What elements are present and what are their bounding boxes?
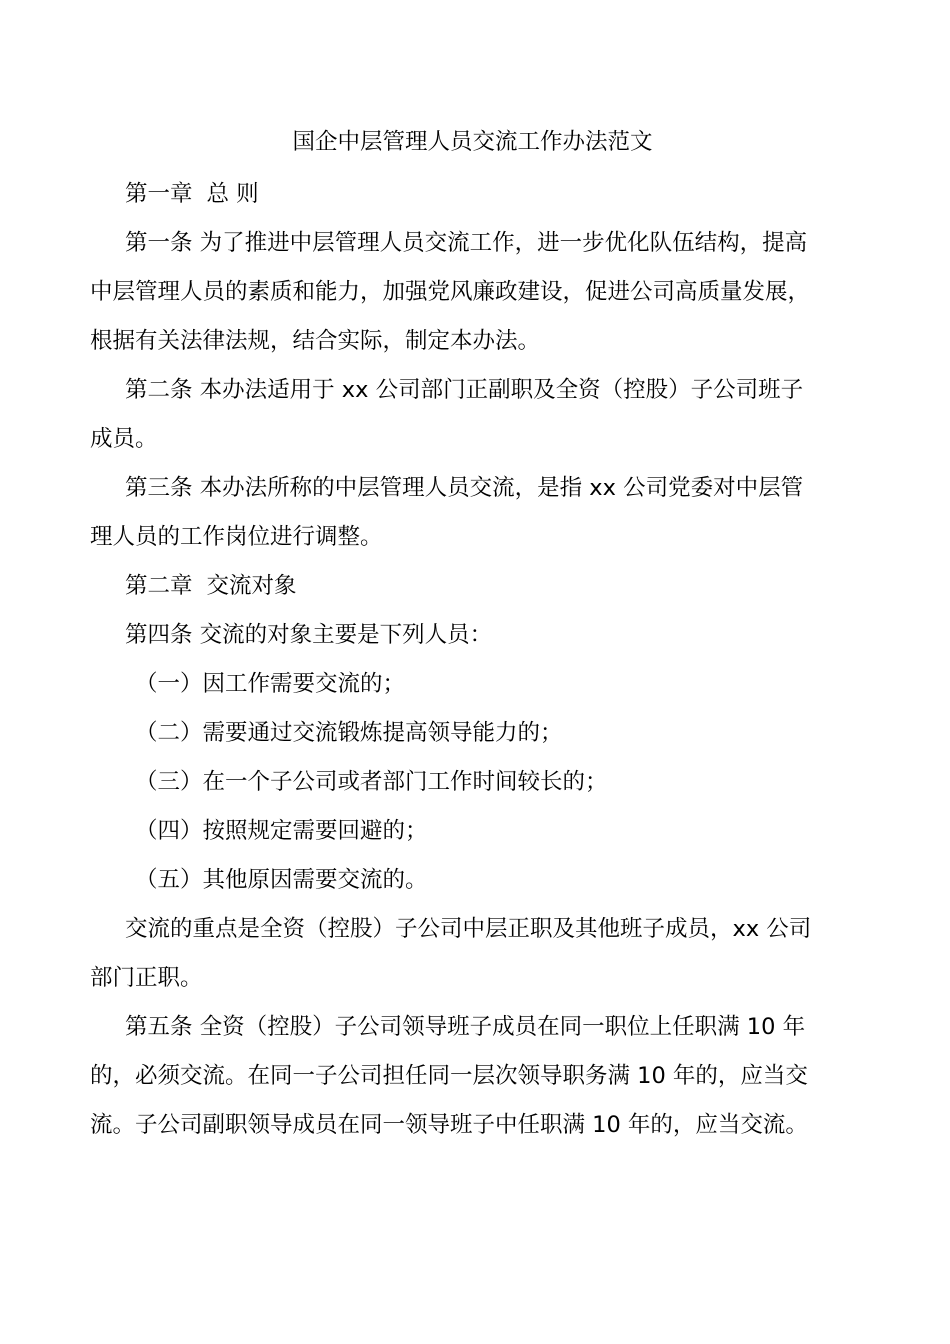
document-title: 国企中层管理人员交流工作办法范文 — [292, 129, 653, 155]
list-item: （一）因工作需要交流的； — [135, 671, 406, 697]
article-1-line-2: 中层管理人员的素质和能力，加强党风廉政建设，促进公司高质量发展， — [90, 279, 811, 305]
article-5-line-1: 第五条 全资（控股）子公司领导班子成员在同一职位上任职满 10 年 — [125, 1014, 806, 1040]
list-item: （五）其他原因需要交流的。 — [135, 867, 428, 893]
list-item: （三）在一个子公司或者部门工作时间较长的； — [135, 769, 608, 795]
article-3-line-1: 第三条 本办法所称的中层管理人员交流，是指 xx 公司党委对中层管 — [125, 475, 804, 501]
article-4-focus-line-1: 交流的重点是全资（控股）子公司中层正职及其他班子成员，xx 公司 — [125, 916, 812, 942]
article-4-focus-line-2: 部门正职。 — [90, 965, 203, 991]
article-2-line-1: 第二条 本办法适用于 xx 公司部门正副职及全资（控股）子公司班子 — [125, 377, 804, 403]
document-page — [90, 120, 855, 1150]
article-2-line-2: 成员。 — [90, 426, 158, 452]
chapter-label: 第二章 — [125, 573, 193, 599]
chapter-name: 总 则 — [206, 181, 259, 207]
article-1-line-1: 第一条 为了推进中层管理人员交流工作，进一步优化队伍结构，提高 — [125, 230, 808, 256]
article-1-line-3: 根据有关法律法规，结合实际，制定本办法。 — [90, 328, 541, 354]
chapter-heading-2 — [90, 562, 855, 611]
list-item: （二）需要通过交流锻炼提高领导能力的； — [135, 720, 563, 746]
article-3-line-2: 理人员的工作岗位进行调整。 — [90, 524, 383, 550]
list-item: （四）按照规定需要回避的； — [135, 818, 428, 844]
article-5-line-2: 的，必须交流。在同一子公司担任同一层次领导职务满 10 年的，应当交 — [90, 1063, 808, 1089]
article-4-intro: 第四条 交流的对象主要是下列人员： — [125, 622, 493, 648]
chapter-label: 第一章 — [125, 181, 193, 207]
chapter-name: 交流对象 — [206, 573, 297, 599]
article-5-line-3: 流。子公司副职领导成员在同一领导班子中任职满 10 年的，应当交流。 — [90, 1112, 808, 1138]
chapter-heading-1 — [90, 170, 855, 219]
